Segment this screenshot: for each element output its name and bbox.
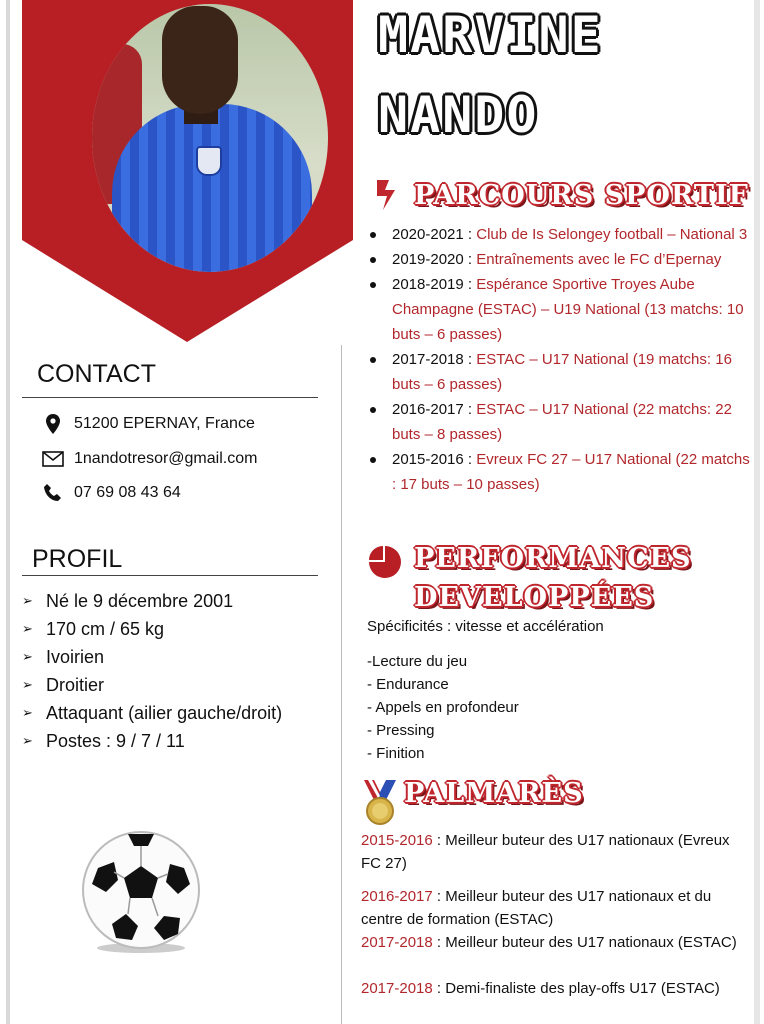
contact-title: CONTACT	[37, 360, 156, 388]
career-title: PARCOURS SPORTIF	[414, 180, 749, 211]
profile-rule	[22, 575, 318, 576]
performances-list	[367, 650, 519, 765]
career-item: 2020-2021 : Club de Is Selongey football – National 3	[366, 222, 756, 247]
first-name: MARVINE	[378, 6, 603, 64]
photo-club-badge	[196, 146, 222, 176]
football-icon	[78, 828, 204, 954]
contact-rule	[22, 397, 318, 398]
career-item: 2016-2017 : ESTAC – U17 National (22 matchs: 22 buts – 8 passes)	[366, 397, 756, 447]
performances-title-line2: DEVELOPPÉES	[414, 582, 655, 613]
page-edge-left	[6, 0, 10, 1024]
career-item: 2017-2018 : ESTAC – U17 National (19 matchs: 16 buts – 6 passes)	[366, 347, 756, 397]
profile-item: ➢ Né le 9 décembre 2001	[22, 587, 322, 615]
performance-item: - Pressing	[367, 722, 435, 739]
palmares-title: PALMARÈS	[404, 778, 584, 809]
profile-title: PROFIL	[32, 545, 123, 573]
contact-address: 51200 EPERNAY, France	[42, 414, 255, 434]
profile-list	[22, 587, 322, 755]
performances-specifics: Spécificités : vitesse et accélération	[367, 618, 604, 635]
lightning-icon	[373, 178, 407, 212]
location-pin-icon	[42, 414, 64, 434]
profile-item: ➢ Droitier	[22, 671, 322, 699]
career-item: 2019-2020 : Entraînements avec le FC d’Epernay	[366, 247, 756, 272]
career-list	[366, 222, 756, 497]
performance-item: -Lecture du jeu	[367, 653, 468, 670]
palmares-item: 2017-2018 : Demi-finaliste des play-offs U17 (ESTAC)	[361, 980, 720, 997]
player-photo	[92, 4, 328, 272]
envelope-icon	[42, 449, 64, 469]
profile-item: ➢ Postes : 9 / 7 / 11	[22, 727, 322, 755]
palmares-item: 2015-2016 : Meilleur buteur des U17 nationaux (Evreux FC 27)	[361, 832, 730, 872]
contact-email[interactable]: 1nandotresor@gmail.com	[42, 449, 257, 469]
career-item: 2015-2016 : Evreux FC 27 – U17 National (22 matchs : 17 buts – 10 passes)	[366, 447, 756, 497]
medal-icon	[362, 778, 398, 826]
photo-head	[162, 6, 238, 114]
phone-icon	[42, 483, 64, 503]
performance-item: - Appels en profondeur	[367, 699, 519, 716]
pie-chart-icon	[368, 545, 402, 579]
column-divider	[341, 345, 342, 1024]
contact-phone[interactable]: 07 69 08 43 64	[42, 483, 181, 503]
profile-item: ➢ Attaquant (ailier gauche/droit)	[22, 699, 322, 727]
performance-item: - Endurance	[367, 676, 449, 693]
last-name: NANDO	[378, 86, 539, 144]
profile-item: ➢ 170 cm / 65 kg	[22, 615, 322, 643]
palmares-item: 2016-2017 : Meilleur buteur des U17 nationaux et du centre de formation (ESTAC)	[361, 888, 712, 928]
page-edge-right	[754, 0, 760, 1024]
palmares-item: 2017-2018 : Meilleur buteur des U17 nationaux (ESTAC)	[361, 934, 737, 951]
profile-item: ➢ Ivoirien	[22, 643, 322, 671]
career-item: 2018-2019 : Espérance Sportive Troyes Aube Champagne (ESTAC) – U19 National (13 matchs: 10 buts – 6 passes)	[366, 272, 756, 347]
performance-item: - Finition	[367, 745, 425, 762]
photo-jersey	[112, 104, 312, 272]
performances-title-line1: PERFORMANCES	[414, 543, 692, 574]
